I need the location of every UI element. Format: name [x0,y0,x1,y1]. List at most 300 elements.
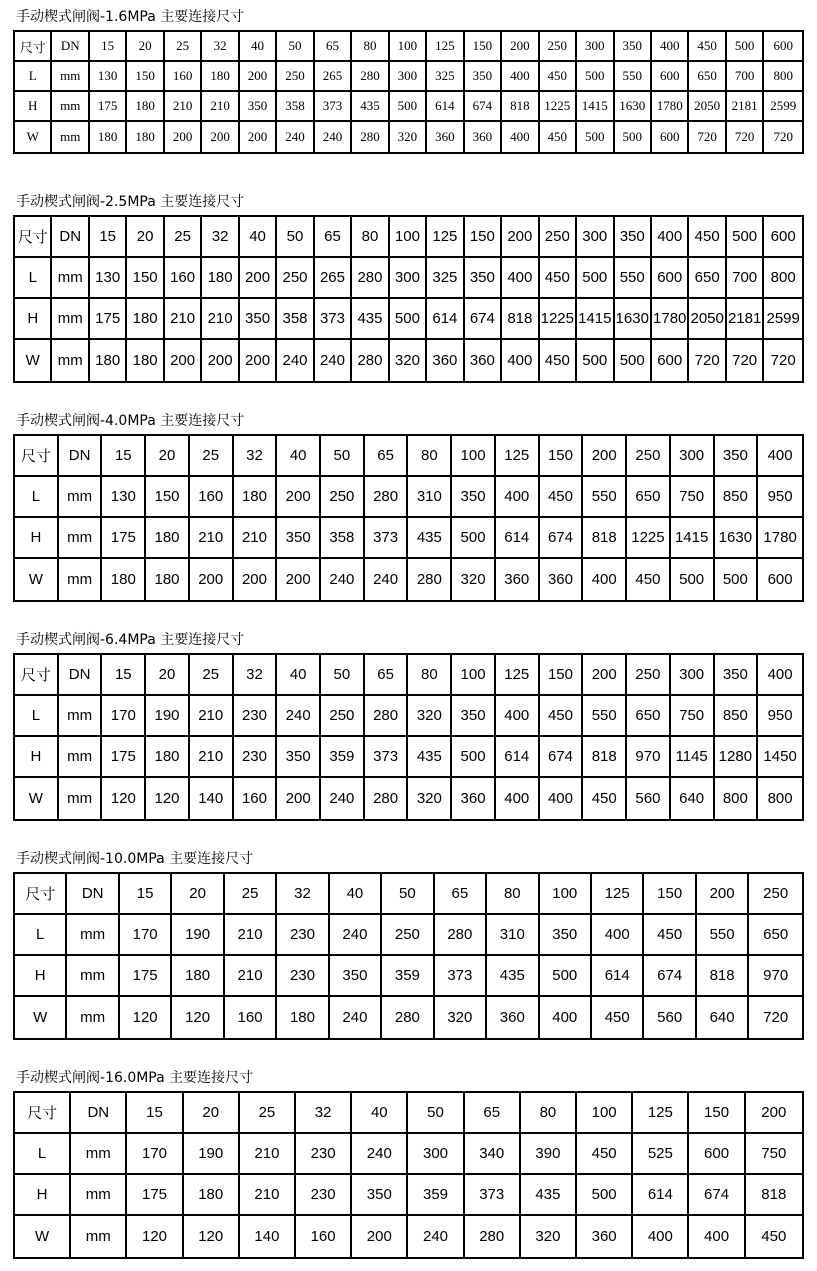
value-cell: 500 [727,32,764,62]
value-cell: 435 [487,956,539,997]
unit-cell: mm [52,258,89,299]
table-title: 手动楔式闸阀-2.5MPa 主要连接尺寸 [16,194,245,210]
value-cell: 320 [390,340,427,381]
value-cell: 2181 [727,92,764,122]
width-row [15,997,802,1038]
value-cell: 750 [671,477,715,518]
row-label-cell: L [15,696,59,737]
value-cell: 550 [583,696,627,737]
value-cell: 40 [330,874,382,915]
value-cell: 525 [633,1134,689,1175]
unit-cell: mm [67,956,119,997]
value-cell: 250 [321,696,365,737]
length-row [15,915,802,956]
value-cell: 500 [727,217,764,258]
value-cell: 130 [90,258,127,299]
value-cell: 650 [627,477,671,518]
value-cell: 180 [202,258,239,299]
value-cell: 25 [190,436,234,477]
value-cell: 280 [352,62,389,92]
value-cell: 300 [390,258,427,299]
value-cell: 15 [90,32,127,62]
value-cell: 320 [452,559,496,600]
unit-cell: mm [59,559,103,600]
value-cell: 100 [452,655,496,696]
value-cell: 32 [234,436,278,477]
value-cell: 230 [277,915,329,956]
unit-cell: mm [71,1175,127,1216]
value-cell: 15 [90,217,127,258]
value-cell: 240 [330,997,382,1038]
value-cell: 350 [715,436,759,477]
unit-cell: mm [71,1216,127,1257]
value-cell: 210 [225,956,277,997]
unit-cell: DN [71,1093,127,1134]
value-cell: 280 [365,696,409,737]
row-label-cell: 尺寸 [15,655,59,696]
value-cell: 1630 [715,518,759,559]
value-cell: 65 [315,32,352,62]
value-cell: 450 [540,340,577,381]
value-cell: 450 [627,559,671,600]
header-row [15,874,802,915]
value-cell: 450 [540,258,577,299]
value-cell: 450 [689,217,726,258]
value-cell: 50 [321,436,365,477]
value-cell: 560 [627,778,671,819]
value-cell: 50 [382,874,434,915]
value-cell: 80 [352,32,389,62]
value-cell: 170 [120,915,172,956]
value-cell: 200 [502,217,539,258]
length-row [15,1134,802,1175]
value-cell: 200 [234,559,278,600]
value-cell: 32 [202,217,239,258]
value-cell: 500 [615,340,652,381]
value-cell: 125 [427,217,464,258]
value-cell: 720 [689,340,726,381]
spec-table [13,872,804,1040]
value-cell: 674 [540,737,584,778]
value-cell: 720 [763,1009,789,1026]
value-cell: 40 [352,1093,408,1134]
width-row [15,122,802,152]
value-cell: 500 [715,559,759,600]
unit-cell: DN [59,436,103,477]
value-cell: 150 [465,32,502,62]
value-cell: 120 [127,1216,183,1257]
value-cell: 450 [540,477,584,518]
value-cell: 180 [184,1175,240,1216]
row-label-cell: 尺寸 [15,874,67,915]
height-row [15,92,802,122]
value-cell: 250 [627,436,671,477]
row-label-cell: W [15,559,59,600]
value-cell: 280 [435,915,487,956]
value-cell: 200 [697,874,749,915]
value-cell: 280 [465,1216,521,1257]
value-cell: 265 [315,62,352,92]
value-cell: 65 [365,655,409,696]
value-cell: 674 [689,1175,745,1216]
value-cell: 720 [773,129,793,144]
value-cell: 180 [202,62,239,92]
value-cell: 550 [615,62,652,92]
value-cell: 210 [165,299,202,340]
value-cell: 280 [365,477,409,518]
value-cell: 400 [758,436,802,477]
value-cell: 350 [540,915,592,956]
value-cell: 300 [390,62,427,92]
value-cell: 674 [465,299,502,340]
value-cell: 435 [521,1175,577,1216]
value-cell: 435 [352,92,389,122]
value-cell: 818 [583,737,627,778]
value-cell: 850 [715,477,759,518]
value-cell: 500 [577,258,614,299]
row-label-cell: 尺寸 [15,1093,71,1134]
value-cell: 210 [240,1175,296,1216]
value-cell: 150 [689,1093,745,1134]
row-label-cell: 尺寸 [15,32,52,62]
row-label-cell: L [15,62,52,92]
header-row [15,32,802,62]
value-cell: 614 [496,518,540,559]
value-cell: 200 [240,62,277,92]
unit-cell: mm [59,696,103,737]
value-cell: 140 [240,1216,296,1257]
row-label-cell: H [15,299,52,340]
value-cell: 450 [644,915,696,956]
value-cell: 15 [127,1093,183,1134]
value-cell: 400 [540,778,584,819]
value-cell: 350 [277,518,321,559]
value-cell: 950 [758,696,802,737]
value-cell: 674 [465,92,502,122]
unit-cell: mm [52,122,89,152]
value-cell: 360 [452,778,496,819]
value-cell: 210 [190,518,234,559]
value-cell: 20 [172,874,224,915]
value-cell: 210 [190,696,234,737]
value-cell: 130 [90,62,127,92]
unit-cell: mm [52,340,89,381]
value-cell: 25 [165,217,202,258]
value-cell: 150 [540,655,584,696]
value-cell: 800 [715,778,759,819]
height-row [15,299,802,340]
value-cell: 818 [502,92,539,122]
value-cell: 150 [146,477,190,518]
value-cell: 500 [577,122,614,152]
value-cell: 640 [671,778,715,819]
value-cell: 200 [240,258,277,299]
value-cell: 210 [240,1134,296,1175]
value-cell: 200 [277,778,321,819]
value-cell: 250 [627,655,671,696]
value-cell: 200 [165,340,202,381]
row-label-cell: H [15,92,52,122]
row-label-cell: H [15,1175,71,1216]
value-cell: 240 [315,122,352,152]
value-cell: 500 [615,122,652,152]
row-label-cell: H [15,518,59,559]
value-cell: 373 [365,737,409,778]
unit-cell: mm [59,778,103,819]
value-cell: 360 [577,1216,633,1257]
value-cell: 614 [592,956,644,997]
value-cell: 230 [234,737,278,778]
value-cell: 240 [408,1216,464,1257]
value-cell: 280 [408,559,452,600]
value-cell: 20 [146,655,190,696]
value-cell: 320 [408,696,452,737]
value-cell: 650 [689,258,726,299]
row-label-cell: W [15,340,52,381]
value-cell: 400 [502,62,539,92]
value-cell: 373 [315,92,352,122]
unit-cell: mm [67,997,119,1038]
value-cell: 240 [315,340,352,381]
value-cell: 65 [465,1093,521,1134]
value-cell: 125 [496,436,540,477]
row-label-cell: W [15,122,52,152]
value-cell: 180 [127,92,164,122]
value-cell: 15 [102,436,146,477]
value-cell: 210 [225,915,277,956]
value-cell: 280 [352,258,389,299]
value-cell: 65 [315,217,352,258]
value-cell: 650 [627,696,671,737]
value-cell: 40 [240,32,277,62]
value-cell: 550 [583,477,627,518]
spec-table [13,1091,804,1259]
value-cell: 2050 [689,299,726,340]
value-cell: 1225 [540,299,577,340]
value-cell: 600 [652,258,689,299]
value-cell: 359 [408,1175,464,1216]
value-cell: 970 [627,737,671,778]
value-cell: 180 [127,122,164,152]
value-cell: 240 [277,122,314,152]
length-row [15,477,802,518]
value-cell: 373 [465,1175,521,1216]
value-cell: 25 [165,32,202,62]
value-cell: 500 [452,737,496,778]
value-cell: 400 [496,696,540,737]
value-cell: 50 [408,1093,464,1134]
value-cell: 190 [184,1134,240,1175]
value-cell: 40 [240,217,277,258]
value-cell: 350 [452,477,496,518]
value-cell: 450 [761,1228,787,1245]
value-cell: 32 [296,1093,352,1134]
value-cell: 500 [577,340,614,381]
value-cell: 210 [202,299,239,340]
value-cell: 200 [202,122,239,152]
unit-cell: mm [67,915,119,956]
value-cell: 1415 [671,518,715,559]
value-cell: 20 [184,1093,240,1134]
value-cell: 210 [202,92,239,122]
value-cell: 400 [496,477,540,518]
value-cell: 80 [521,1093,577,1134]
value-cell: 200 [240,340,277,381]
value-cell: 200 [202,340,239,381]
value-cell: 150 [465,217,502,258]
value-cell: 15 [120,874,172,915]
value-cell: 450 [592,997,644,1038]
value-cell: 818 [697,956,749,997]
value-cell: 180 [146,737,190,778]
value-cell: 373 [435,956,487,997]
value-cell: 400 [502,122,539,152]
value-cell: 240 [277,696,321,737]
value-cell: 210 [234,518,278,559]
value-cell: 1630 [615,92,652,122]
length-row [15,696,802,737]
value-cell: 373 [365,518,409,559]
value-cell: 230 [234,696,278,737]
value-cell: 175 [90,92,127,122]
unit-cell: mm [59,518,103,559]
value-cell: 180 [172,956,224,997]
value-cell: 180 [234,477,278,518]
value-cell: 450 [689,32,726,62]
value-cell: 650 [689,62,726,92]
value-cell: 1280 [715,737,759,778]
value-cell: 720 [770,352,796,369]
value-cell: 325 [427,258,464,299]
value-cell: 600 [652,340,689,381]
value-cell: 80 [408,436,452,477]
value-cell: 1780 [758,518,802,559]
header-row [15,217,802,258]
value-cell: 280 [352,122,389,152]
value-cell: 350 [465,258,502,299]
value-cell: 400 [652,32,689,62]
value-cell: 200 [165,122,202,152]
row-label-cell: H [15,737,59,778]
spec-table [13,434,804,602]
value-cell: 310 [487,915,539,956]
length-row [15,258,802,299]
row-label-cell: W [15,1216,71,1257]
value-cell: 140 [190,778,234,819]
value-cell: 450 [577,1134,633,1175]
value-cell: 160 [234,778,278,819]
unit-cell: mm [71,1134,127,1175]
value-cell: 600 [652,122,689,152]
width-row [15,340,802,381]
value-cell: 800 [764,258,802,299]
value-cell: 280 [382,997,434,1038]
value-cell: 640 [697,997,749,1038]
value-cell: 50 [277,32,314,62]
value-cell: 100 [390,32,427,62]
value-cell: 250 [749,874,802,915]
value-cell: 1225 [540,92,577,122]
table-title: 手动楔式闸阀-1.6MPa 主要连接尺寸 [16,9,245,25]
value-cell: 400 [652,217,689,258]
value-cell: 230 [296,1175,352,1216]
value-cell: 170 [127,1134,183,1175]
value-cell: 1415 [577,299,614,340]
spec-table [13,653,804,821]
value-cell: 100 [540,874,592,915]
value-cell: 390 [521,1134,577,1175]
value-cell: 500 [577,1175,633,1216]
unit-cell: DN [52,217,89,258]
value-cell: 400 [592,915,644,956]
value-cell: 700 [727,258,764,299]
table-title: 手动楔式闸阀-6.4MPa 主要连接尺寸 [16,632,245,648]
unit-cell: mm [59,737,103,778]
value-cell: 1450 [758,737,802,778]
value-cell: 250 [277,258,314,299]
value-cell: 160 [165,258,202,299]
value-cell: 435 [352,299,389,340]
value-cell: 400 [758,655,802,696]
value-cell: 400 [633,1216,689,1257]
value-cell: 240 [277,340,314,381]
value-cell: 120 [172,997,224,1038]
value-cell: 1780 [652,299,689,340]
value-cell: 674 [540,518,584,559]
value-cell: 850 [715,696,759,737]
value-cell: 320 [435,997,487,1038]
value-cell: 350 [715,655,759,696]
value-cell: 360 [540,559,584,600]
value-cell: 614 [496,737,540,778]
value-cell: 200 [277,477,321,518]
value-cell: 120 [146,778,190,819]
value-cell: 2181 [727,299,764,340]
value-cell: 400 [540,997,592,1038]
value-cell: 15 [102,655,146,696]
value-cell: 160 [190,477,234,518]
value-cell: 818 [502,299,539,340]
value-cell: 180 [146,559,190,600]
value-cell: 160 [296,1216,352,1257]
value-cell: 600 [764,217,802,258]
value-cell: 450 [540,62,577,92]
value-cell: 350 [330,956,382,997]
value-cell: 250 [321,477,365,518]
value-cell: 350 [452,696,496,737]
value-cell: 125 [496,655,540,696]
value-cell: 1780 [652,92,689,122]
length-row [15,62,802,92]
value-cell: 358 [277,299,314,340]
unit-cell: DN [52,32,89,62]
value-cell: 350 [615,32,652,62]
value-cell: 360 [487,997,539,1038]
row-label-cell: W [15,778,59,819]
value-cell: 400 [583,559,627,600]
value-cell: 200 [583,655,627,696]
value-cell: 25 [225,874,277,915]
value-cell: 350 [465,62,502,92]
value-cell: 650 [749,915,802,956]
value-cell: 210 [165,92,202,122]
value-cell: 950 [758,477,802,518]
value-cell: 560 [644,997,696,1038]
value-cell: 400 [689,1216,745,1257]
value-cell: 320 [521,1216,577,1257]
value-cell: 600 [764,32,802,62]
value-cell: 750 [671,696,715,737]
